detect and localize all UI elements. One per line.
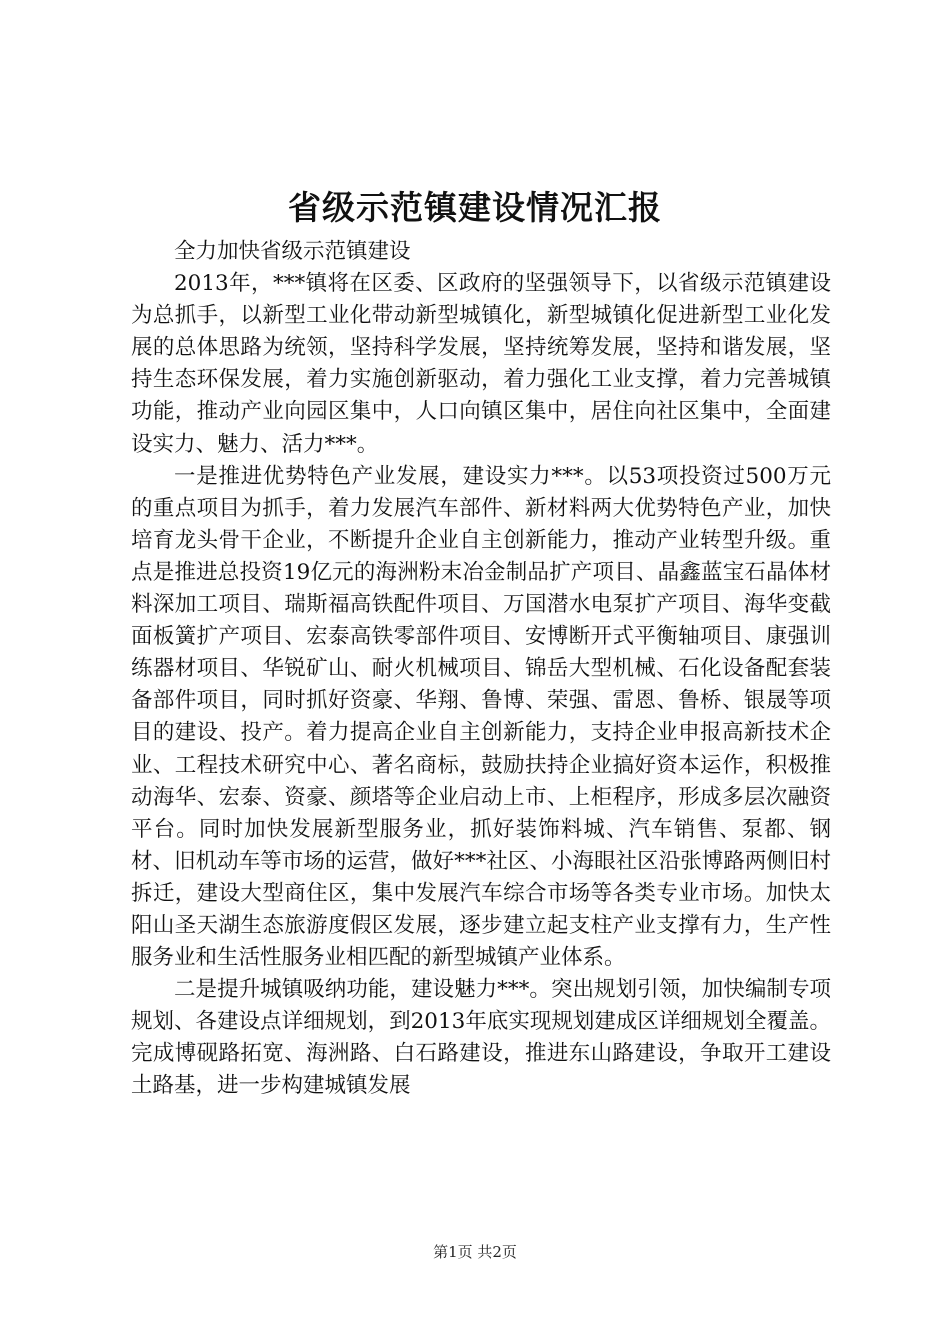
industry-paragraph: 一是推进优势特色产业发展，建设实力***。以53项投资过500万元的重点项目为抓手，着力发展汽车部件、新材料两大优势特色产业，加快培育龙头骨干企业，不断提升企业自主创新能力，推动产业转型升级。重点是推进总投资19亿元的海洲粉末冶金制品扩产项目、晶鑫蓝宝石晶体材料深加工项目、瑞斯福高铁配件项目、万国潜水电泵扩产项目、海华变截面板簧扩产项目、宏泰高铁零部件项目、安博断开式平衡轴项目、康强训练器材项目、华锐矿山、耐火机械项目、锦岳大型机械、石化设备配套装备部件项目，同时抓好资豪、华翔、鲁博、荣强、雷恩、鲁桥、银晟等项目的建设、投产。着力提高企业自主创新能力，支持企业申报高新技术企业、工程技术研究中心、著名商标，鼓励扶持企业搞好资本运作，积极推动海华、宏泰、资豪、颜塔等企业启动上市、上柜程序，形成多层次融资平台。同时加快发展新型服务业，抓好装饰料城、汽车销售、泵都、钢材、旧机动车等市场的运营，做好***社区、小海眼社区沿张博路两侧旧村拆迁，建设大型商住区，集中发展汽车综合市场等各类专业市场。加快太阳山圣天湖生态旅游度假区发展，逐步建立起支柱产业支撑有力，生产性服务业和生活性服务业相匹配的新型城镇产业体系。 [131,463,831,971]
document-title: 省级示范镇建设情况汇报 [288,188,662,227]
document-body [131,236,831,1103]
page-number-footer: 第1页 共2页 [433,1243,517,1261]
urban-function-paragraph: 二是提升城镇吸纳功能，建设魅力***。突出规划引领，加快编制专项规划、各建设点详细规划，到2013年底实现规划建成区详细规划全覆盖。完成博砚路拓宽、海洲路、白石路建设，推进东山路建设，争取开工建设土路基，进一步构建城镇发展 [131,977,831,1099]
intro-paragraph: 2013年，***镇将在区委、区政府的坚强领导下，以省级示范镇建设为总抓手，以新型工业化带动新型城镇化，新型城镇化促进新型工业化发展的总体思路为统领，坚持科学发展，坚持统筹发展，坚持和谐发展，坚持生态环保发展，着力实施创新驱动，着力强化工业支撑，着力完善城镇功能，推动产业向园区集中，人口向镇区集中，居住向社区集中，全面建设实力、魅力、活力***。 [131,271,831,457]
subtitle-paragraph: 全力加快省级示范镇建设 [174,239,411,264]
